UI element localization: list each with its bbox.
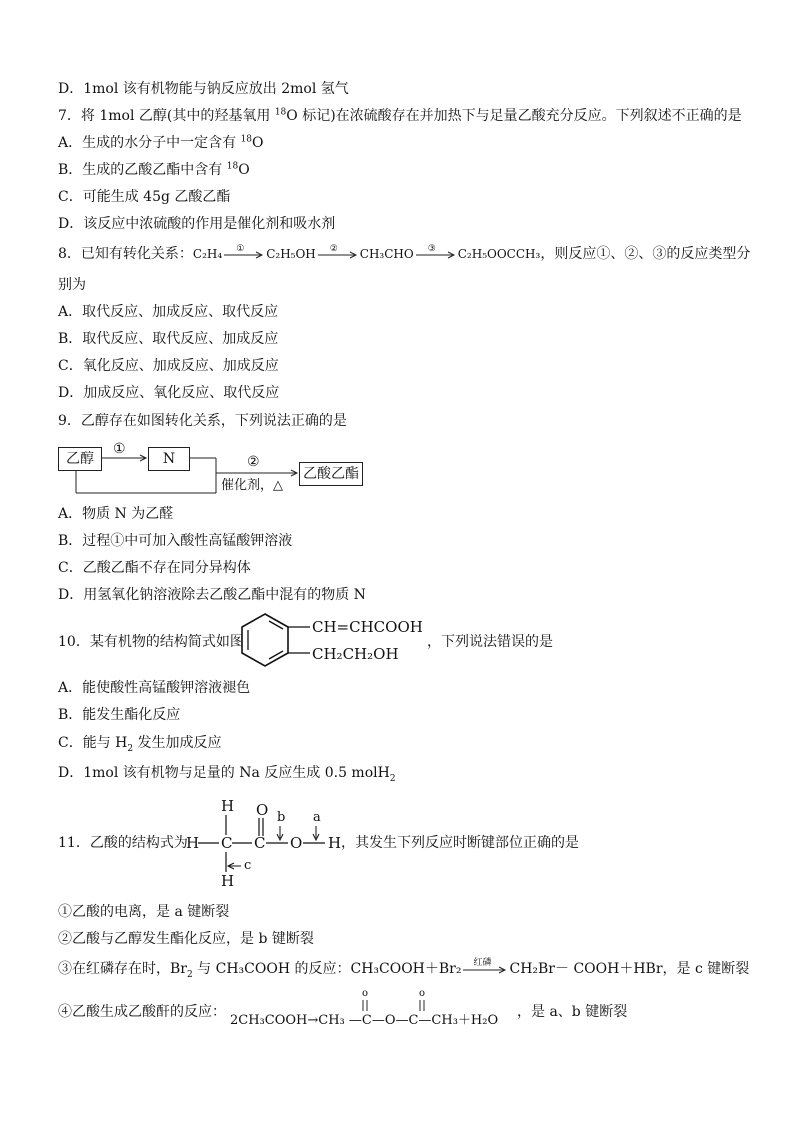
bond-label-b: b xyxy=(277,810,286,825)
q7-option-d: D．该反应中浓硫酸的作用是催化剂和吸水剂 xyxy=(58,216,336,232)
q10-stem-b: ，下列说法错误的是 xyxy=(427,634,553,650)
q8-chain-0: C₂H₄ xyxy=(192,247,223,261)
q8-option-d: D．加成反应、氧化反应、取代反应 xyxy=(58,385,280,401)
q7-option-a: A．生成的水分子中一定含有 $^{18}$O xyxy=(58,134,264,151)
q9-box-ester: 乙酸乙酯 xyxy=(299,462,363,486)
carbonyl-o-2: o xyxy=(419,988,426,999)
carbonyl-o-1: o xyxy=(362,988,369,999)
bond-label-a: a xyxy=(313,810,321,825)
q9-option-c: C．乙酸乙酯不存在同分异构体 xyxy=(58,560,251,576)
q11-statement-3: ③在红磷存在时，$Br_2$ 与 CH₃COOH 的反应：CH₃COOH＋Br₂ 红磷 CH₂Br－ COOH＋HBr，是 c 键断裂 xyxy=(58,958,750,980)
q9-label-1: ① xyxy=(113,441,126,457)
q9-label-2: ② xyxy=(247,454,260,470)
q11-statement-4-a: ④乙酸生成乙酸酐的反应： xyxy=(58,1004,226,1020)
q11-statement-4-b: ，是 a、b 键断裂 xyxy=(517,1004,628,1020)
q11-statement-1: ①乙酸的电离，是 a 键断裂 xyxy=(58,904,230,920)
q8-option-b: B．取代反应、取代反应、加成反应 xyxy=(58,331,279,347)
q11-stem-b: ，其发生下列反应时断键部位正确的是 xyxy=(341,835,579,851)
q8-stem-cont: 别为 xyxy=(58,277,86,293)
q9-option-d: D．用氢氧化钠溶液除去乙酸乙酯中混有的物质 N xyxy=(58,587,366,603)
q8-arrow-2: ② xyxy=(316,248,360,258)
q11-statement-2: ②乙酸与乙醇发生酯化反应，是 b 键断裂 xyxy=(58,931,314,947)
q6-option-d: D．1mol 该有机物能与钠反应放出 2mol 氢气 xyxy=(58,81,349,97)
q8-arrow-3: ③ xyxy=(414,248,458,258)
q10-option-b: B．能发生酯化反应 xyxy=(58,707,181,723)
acetic-acid-structure: H C C O H H H O b a c xyxy=(186,797,342,890)
bond-label-c: c xyxy=(244,858,252,873)
q10-substituent-2: CH₂CH₂OH xyxy=(312,645,399,663)
q8-arrow-1: ① xyxy=(222,248,266,258)
q9-box-n: N xyxy=(148,447,190,471)
q10-substituent-1: CH=CHCOOH xyxy=(312,618,423,636)
q7-option-b: B．生成的乙酸乙酯中含有 $^{18}$O xyxy=(58,161,250,178)
q10-option-c: C．能与 $H_2$ 发生加成反应 xyxy=(58,735,222,754)
q10-option-a: A．能使酸性高锰酸钾溶液褪色 xyxy=(58,680,251,696)
q9-condition: 催化剂，△ xyxy=(221,478,283,493)
q10-option-d: D．1mol 该有机物与足量的 Na 反应生成 0.5 molH$_2$ xyxy=(58,765,396,784)
q7-option-c: C．可能生成 45g 乙酸乙酯 xyxy=(58,189,231,205)
q8-option-c: C．氧化反应、加成反应、加成反应 xyxy=(58,358,279,374)
q9-box-ethanol: 乙醇 xyxy=(58,447,102,471)
q11-stem-a: 11．乙酸的结构式为 xyxy=(58,835,188,851)
q11-statement-4-eq: 2CH₃COOH→CH₃ —C—O—C—CH₃＋H₂O xyxy=(230,1013,499,1028)
q11-arrow-red-phosphorus: 红磷 xyxy=(461,963,509,973)
q9-stem: 9．乙醇存在如图转化关系，下列说法正确的是 xyxy=(58,413,347,429)
q8-option-a: A．取代反应、加成反应、取代反应 xyxy=(58,304,279,320)
q9-option-a: A．物质 N 为乙醛 xyxy=(58,506,174,522)
q9-option-b: B．过程①中可加入酸性高锰酸钾溶液 xyxy=(58,533,293,549)
q10-stem-a: 10．某有机物的结构简式如图 xyxy=(58,634,244,650)
q8-stem: 8．已知有转化关系：C₂H₄ ① C₂H₅OH ② CH₃CHO ③ C₂H₅OOCCH₃，则反应①、②、③的反应类型分 xyxy=(58,244,751,262)
q7-stem: 7．将 1mol 乙醇(其中的羟基氧用 $^{18}$O 标记)在浓硫酸存在并加热下与足量乙酸充分反应。下列叙述不正确的是 xyxy=(58,107,742,124)
